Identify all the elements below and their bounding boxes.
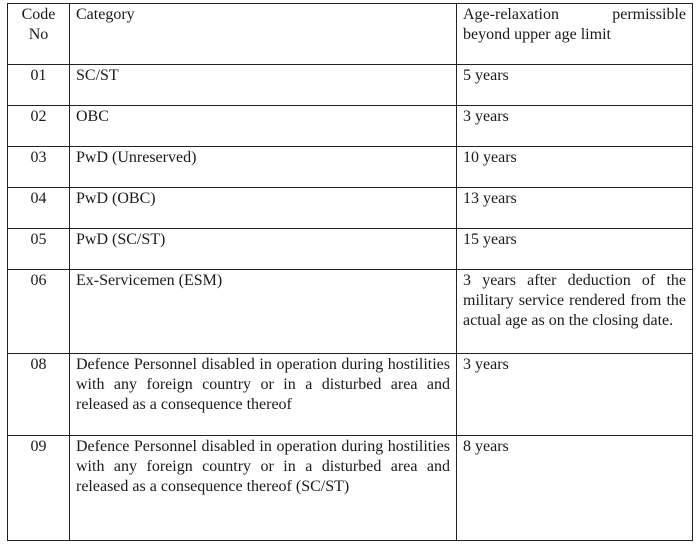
- cell-relaxation: 5 years: [457, 65, 693, 106]
- cell-category: Ex-Servicemen (ESM): [70, 270, 457, 354]
- cell-category: PwD (SC/ST): [70, 229, 457, 270]
- table-row: [8, 147, 693, 188]
- cell-relaxation: 10 years: [457, 147, 693, 188]
- cell-code: 03: [8, 147, 70, 188]
- cell-code: 04: [8, 188, 70, 229]
- cell-relaxation: 3 years after deduction of the military service rendered from the actual age as on the closing date.: [457, 270, 693, 354]
- table-row: [8, 106, 693, 147]
- cell-relaxation: 13 years: [457, 188, 693, 229]
- header-relaxation-label: Age-relaxation permissible beyond upper age limit: [463, 6, 686, 43]
- table-row: [8, 65, 693, 106]
- header-code-no: [8, 4, 70, 65]
- header-code-label: Code No: [21, 6, 56, 43]
- table-row: [8, 270, 693, 354]
- cell-relaxation: 3 years: [457, 106, 693, 147]
- table-row: [8, 188, 693, 229]
- cell-category: SC/ST: [70, 65, 457, 106]
- table-row: [8, 229, 693, 270]
- cell-code: 06: [8, 270, 70, 354]
- cell-relaxation: 8 years: [457, 436, 693, 541]
- cell-code: 09: [8, 436, 70, 541]
- table-header-row: [8, 4, 693, 65]
- cell-relaxation: 15 years: [457, 229, 693, 270]
- header-relaxation: [457, 4, 693, 65]
- cell-code: 01: [8, 65, 70, 106]
- table-row: [8, 354, 693, 436]
- cell-category: PwD (OBC): [70, 188, 457, 229]
- cell-category: Defence Personnel disabled in operation during hostilities with any foreign country or in a disturbed area and released as a consequence thereof (SC/ST): [70, 436, 457, 541]
- cell-category: OBC: [70, 106, 457, 147]
- header-category: [70, 4, 457, 65]
- cell-category: PwD (Unreserved): [70, 147, 457, 188]
- age-relaxation-table: [7, 3, 693, 541]
- cell-relaxation: 3 years: [457, 354, 693, 436]
- cell-code: 05: [8, 229, 70, 270]
- table-row: [8, 436, 693, 541]
- cell-code: 08: [8, 354, 70, 436]
- cell-code: 02: [8, 106, 70, 147]
- cell-category: Defence Personnel disabled in operation during hostilities with any foreign country or in a disturbed area and released as a consequence thereof: [70, 354, 457, 436]
- header-category-label: Category: [76, 6, 135, 23]
